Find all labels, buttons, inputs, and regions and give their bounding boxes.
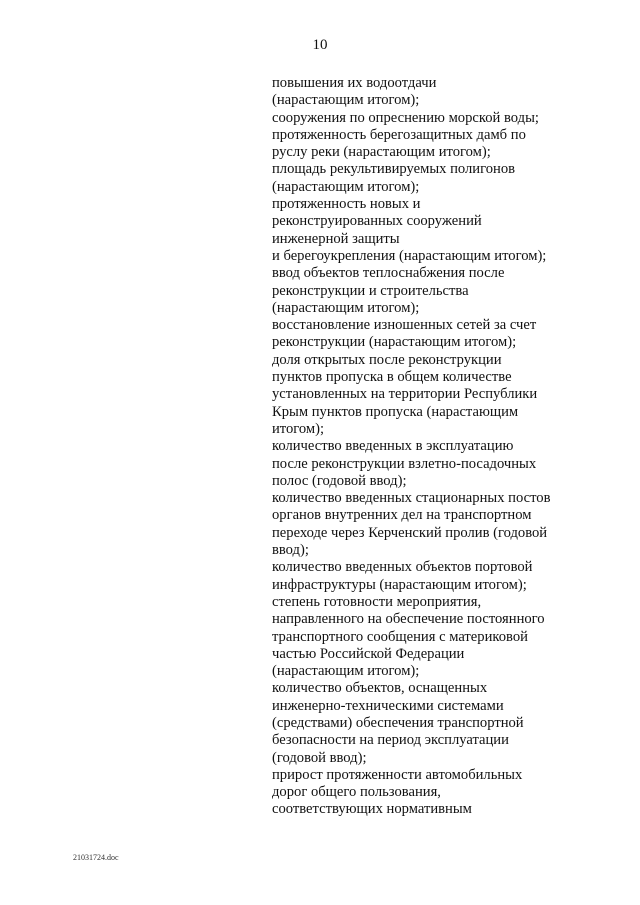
- text-line: реконструированных сооружений: [272, 213, 482, 230]
- text-line: восстановление изношенных сетей за счет: [272, 317, 537, 334]
- text-line: инженерно-техническими системами: [272, 697, 504, 714]
- text-line: сооружения по опреснению морской воды;: [272, 109, 539, 126]
- text-line: прирост протяженности автомобильных: [272, 766, 523, 783]
- text-line: количество введенных в эксплуатацию: [272, 438, 514, 455]
- text-line: направленного на обеспечение постоянного: [272, 611, 545, 628]
- text-line: органов внутренних дел на транспортном: [272, 507, 532, 524]
- text-line: дорог общего пользования,: [272, 784, 441, 801]
- body-text: [272, 75, 602, 819]
- text-line: и берегоукрепления (нарастающим итогом);: [272, 247, 547, 264]
- text-line: площадь рекультивируемых полигонов: [272, 161, 516, 178]
- text-line: степень готовности мероприятия,: [272, 593, 482, 610]
- text-line: переходе через Керченский пролив (годовой: [272, 524, 548, 541]
- document-filename: 21031724.doc: [73, 853, 119, 862]
- text-line: установленных на территории Республики: [272, 386, 538, 403]
- text-line: (средствами) обеспечения транспортной: [272, 714, 524, 731]
- text-line: транспортного сообщения с материковой: [272, 628, 528, 645]
- text-line: инфраструктуры (нарастающим итогом);: [272, 576, 527, 593]
- text-line: после реконструкции взлетно-посадочных: [272, 455, 537, 472]
- text-line: частью Российской Федерации: [272, 645, 465, 662]
- text-line: доля открытых после реконструкции: [272, 351, 502, 368]
- text-line: Крым пунктов пропуска (нарастающим: [272, 403, 519, 420]
- text-line: количество введенных объектов портовой: [272, 559, 533, 576]
- page-number: 10: [312, 37, 328, 53]
- text-line: повышения их водоотдачи: [272, 75, 437, 91]
- text-line: пунктов пропуска в общем количестве: [272, 369, 512, 386]
- text-line: инженерной защиты: [272, 230, 400, 247]
- text-line: реконструкции и строительства: [272, 282, 469, 299]
- text-line: соответствующих нормативным: [272, 801, 472, 818]
- text-line: руслу реки (нарастающим итогом);: [272, 144, 491, 161]
- text-line: полос (годовой ввод);: [272, 472, 407, 489]
- text-line: (нарастающим итогом);: [272, 299, 420, 316]
- text-line: ввод объектов теплоснабжения после: [272, 265, 505, 282]
- text-line: (нарастающим итогом);: [272, 92, 420, 109]
- text-line: количество введенных стационарных постов: [272, 490, 551, 507]
- text-line: безопасности на период эксплуатации: [272, 732, 509, 749]
- text-line: реконструкции (нарастающим итогом);: [272, 334, 517, 351]
- text-line: итогом);: [272, 420, 325, 437]
- text-line: количество объектов, оснащенных: [272, 680, 488, 697]
- text-line: (нарастающим итогом);: [272, 663, 420, 680]
- text-line: ввод);: [272, 542, 309, 559]
- text-line: протяженность новых и: [272, 196, 421, 213]
- text-line: (годовой ввод);: [272, 749, 367, 766]
- text-line: протяженность берегозащитных дамб по: [272, 126, 526, 143]
- text-line: (нарастающим итогом);: [272, 178, 420, 195]
